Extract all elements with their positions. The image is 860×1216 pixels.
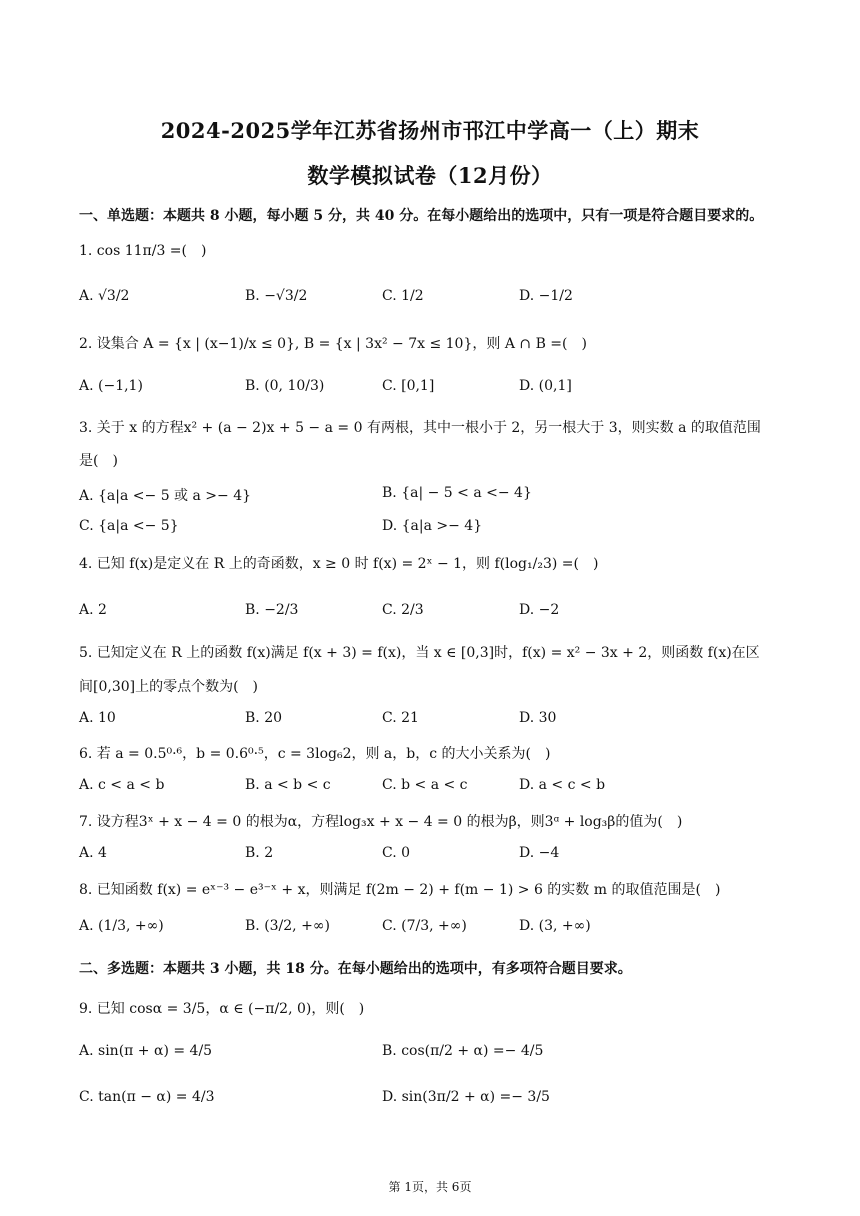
question-1-option-d: D. −1/2 bbox=[519, 288, 573, 304]
question-4-option-c: C. 2/3 bbox=[382, 602, 424, 618]
question-5-stem-line2: 间[0,30]上的零点个数为( ) bbox=[79, 679, 259, 695]
question-2-option-d: D. (0,1] bbox=[519, 378, 572, 394]
question-5-option-d: D. 30 bbox=[519, 710, 557, 726]
question-3-option-b: B. {a| − 5 < a <− 4} bbox=[382, 485, 532, 501]
question-9-option-c: C. tan(π − α) = 4/3 bbox=[79, 1089, 215, 1105]
question-2-option-a: A. (−1,1) bbox=[79, 378, 143, 394]
question-4-options bbox=[79, 602, 799, 628]
question-5-option-a: A. 10 bbox=[79, 710, 116, 726]
question-9-option-d: D. sin(3π/2 + α) =− 3/5 bbox=[382, 1089, 550, 1105]
question-9-options-row2 bbox=[79, 1089, 799, 1115]
question-5-option-b: B. 20 bbox=[245, 710, 283, 726]
question-7-options bbox=[79, 845, 799, 871]
exam-title-line1: 2024-2025学年江苏省扬州市邗江中学高一（上）期末 bbox=[160, 118, 700, 143]
question-1-stem: 1. cos 11π/3 =( ) bbox=[79, 243, 207, 259]
question-3-options-row1 bbox=[79, 485, 799, 511]
question-8-option-d: D. (3, +∞) bbox=[519, 918, 591, 934]
question-9-option-a: A. sin(π + α) = 4/5 bbox=[79, 1043, 213, 1059]
question-3-options-row2 bbox=[79, 518, 799, 544]
question-7-stem: 7. 设方程3ˣ + x − 4 = 0 的根为α，方程log₃x + x − 4 = 0 的根为β，则3ᵅ + log₃β的值为( ) bbox=[79, 814, 683, 830]
question-8-option-c: C. (7/3, +∞) bbox=[382, 918, 467, 934]
question-3-option-c: C. {a|a <− 5} bbox=[79, 518, 179, 534]
question-7-option-b: B. 2 bbox=[245, 845, 274, 861]
question-6-option-c: C. b < a < c bbox=[382, 777, 468, 793]
question-7-option-d: D. −4 bbox=[519, 845, 560, 861]
question-2-options bbox=[79, 378, 799, 404]
question-9-options-row1 bbox=[79, 1043, 799, 1069]
question-7-option-a: A. 4 bbox=[79, 845, 107, 861]
question-5-options bbox=[79, 710, 799, 736]
exam-title-line2: 数学模拟试卷（12月份） bbox=[307, 163, 553, 188]
question-4-option-d: D. −2 bbox=[519, 602, 560, 618]
question-3-option-d: D. {a|a >− 4} bbox=[382, 518, 483, 534]
question-5-stem-line1: 5. 已知定义在 R 上的函数 f(x)满足 f(x + 3) = f(x)，当 x ∈ [0,3]时，f(x) = x² − 3x + 2，则函数 f(x)在区 bbox=[79, 645, 760, 661]
question-6-option-d: D. a < c < b bbox=[519, 777, 606, 793]
question-4-option-b: B. −2/3 bbox=[245, 602, 299, 618]
question-8-options bbox=[79, 918, 799, 944]
question-7-option-c: C. 0 bbox=[382, 845, 411, 861]
question-1-option-a: A. √3/2 bbox=[79, 288, 130, 304]
question-1-option-c: C. 1/2 bbox=[382, 288, 424, 304]
question-1-option-b: B. −√3/2 bbox=[245, 288, 308, 304]
question-5-option-c: C. 21 bbox=[382, 710, 419, 726]
question-2-stem: 2. 设集合 A = {x | (x−1)/x ≤ 0}, B = {x | 3x² − 7x ≤ 10}，则 A ∩ B =( ) bbox=[79, 336, 587, 352]
question-8-stem: 8. 已知函数 f(x) = eˣ⁻³ − e³⁻ˣ + x，则满足 f(2m − 2) + f(m − 1) > 6 的实数 m 的取值范围是( ) bbox=[79, 882, 721, 898]
question-8-option-b: B. (3/2, +∞) bbox=[245, 918, 330, 934]
question-6-option-b: B. a < b < c bbox=[245, 777, 331, 793]
question-4-option-a: A. 2 bbox=[79, 602, 107, 618]
page-footer: 第 1页，共 6页 bbox=[388, 1180, 472, 1194]
section-multiple-choice-heading: 二、多选题：本题共 3 小题，共 18 分。在每小题给出的选项中，有多项符合题目要求。 bbox=[79, 961, 632, 977]
question-2-option-b: B. (0, 10/3) bbox=[245, 378, 325, 394]
question-3-option-a: A. {a|a <− 5 或 a >− 4} bbox=[79, 488, 252, 504]
section-single-choice-heading: 一、单选题：本题共 8 小题，每小题 5 分，共 40 分。在每小题给出的选项中，只有一项是符合题目要求的。 bbox=[79, 208, 764, 224]
question-6-options bbox=[79, 777, 799, 803]
question-1-options bbox=[79, 288, 799, 314]
question-6-option-a: A. c < a < b bbox=[79, 777, 165, 793]
question-3-stem-line2: 是( ) bbox=[79, 453, 118, 469]
question-6-stem: 6. 若 a = 0.5⁰·⁶，b = 0.6⁰·⁵，c = 3log₆2，则 a，b，c 的大小关系为( ) bbox=[79, 746, 551, 762]
question-4-stem: 4. 已知 f(x)是定义在 R 上的奇函数，x ≥ 0 时 f(x) = 2ˣ − 1，则 f(log₁/₂3) =( ) bbox=[79, 556, 599, 572]
question-9-stem: 9. 已知 cosα = 3/5，α ∈ (−π/2, 0)，则( ) bbox=[79, 1001, 365, 1017]
question-9-option-b: B. cos(π/2 + α) =− 4/5 bbox=[382, 1043, 544, 1059]
question-2-option-c: C. [0,1] bbox=[382, 378, 435, 394]
question-8-option-a: A. (1/3, +∞) bbox=[79, 918, 164, 934]
question-3-stem-line1: 3. 关于 x 的方程x² + (a − 2)x + 5 − a = 0 有两根，其中一根小于 2，另一根大于 3，则实数 a 的取值范围 bbox=[79, 420, 761, 436]
